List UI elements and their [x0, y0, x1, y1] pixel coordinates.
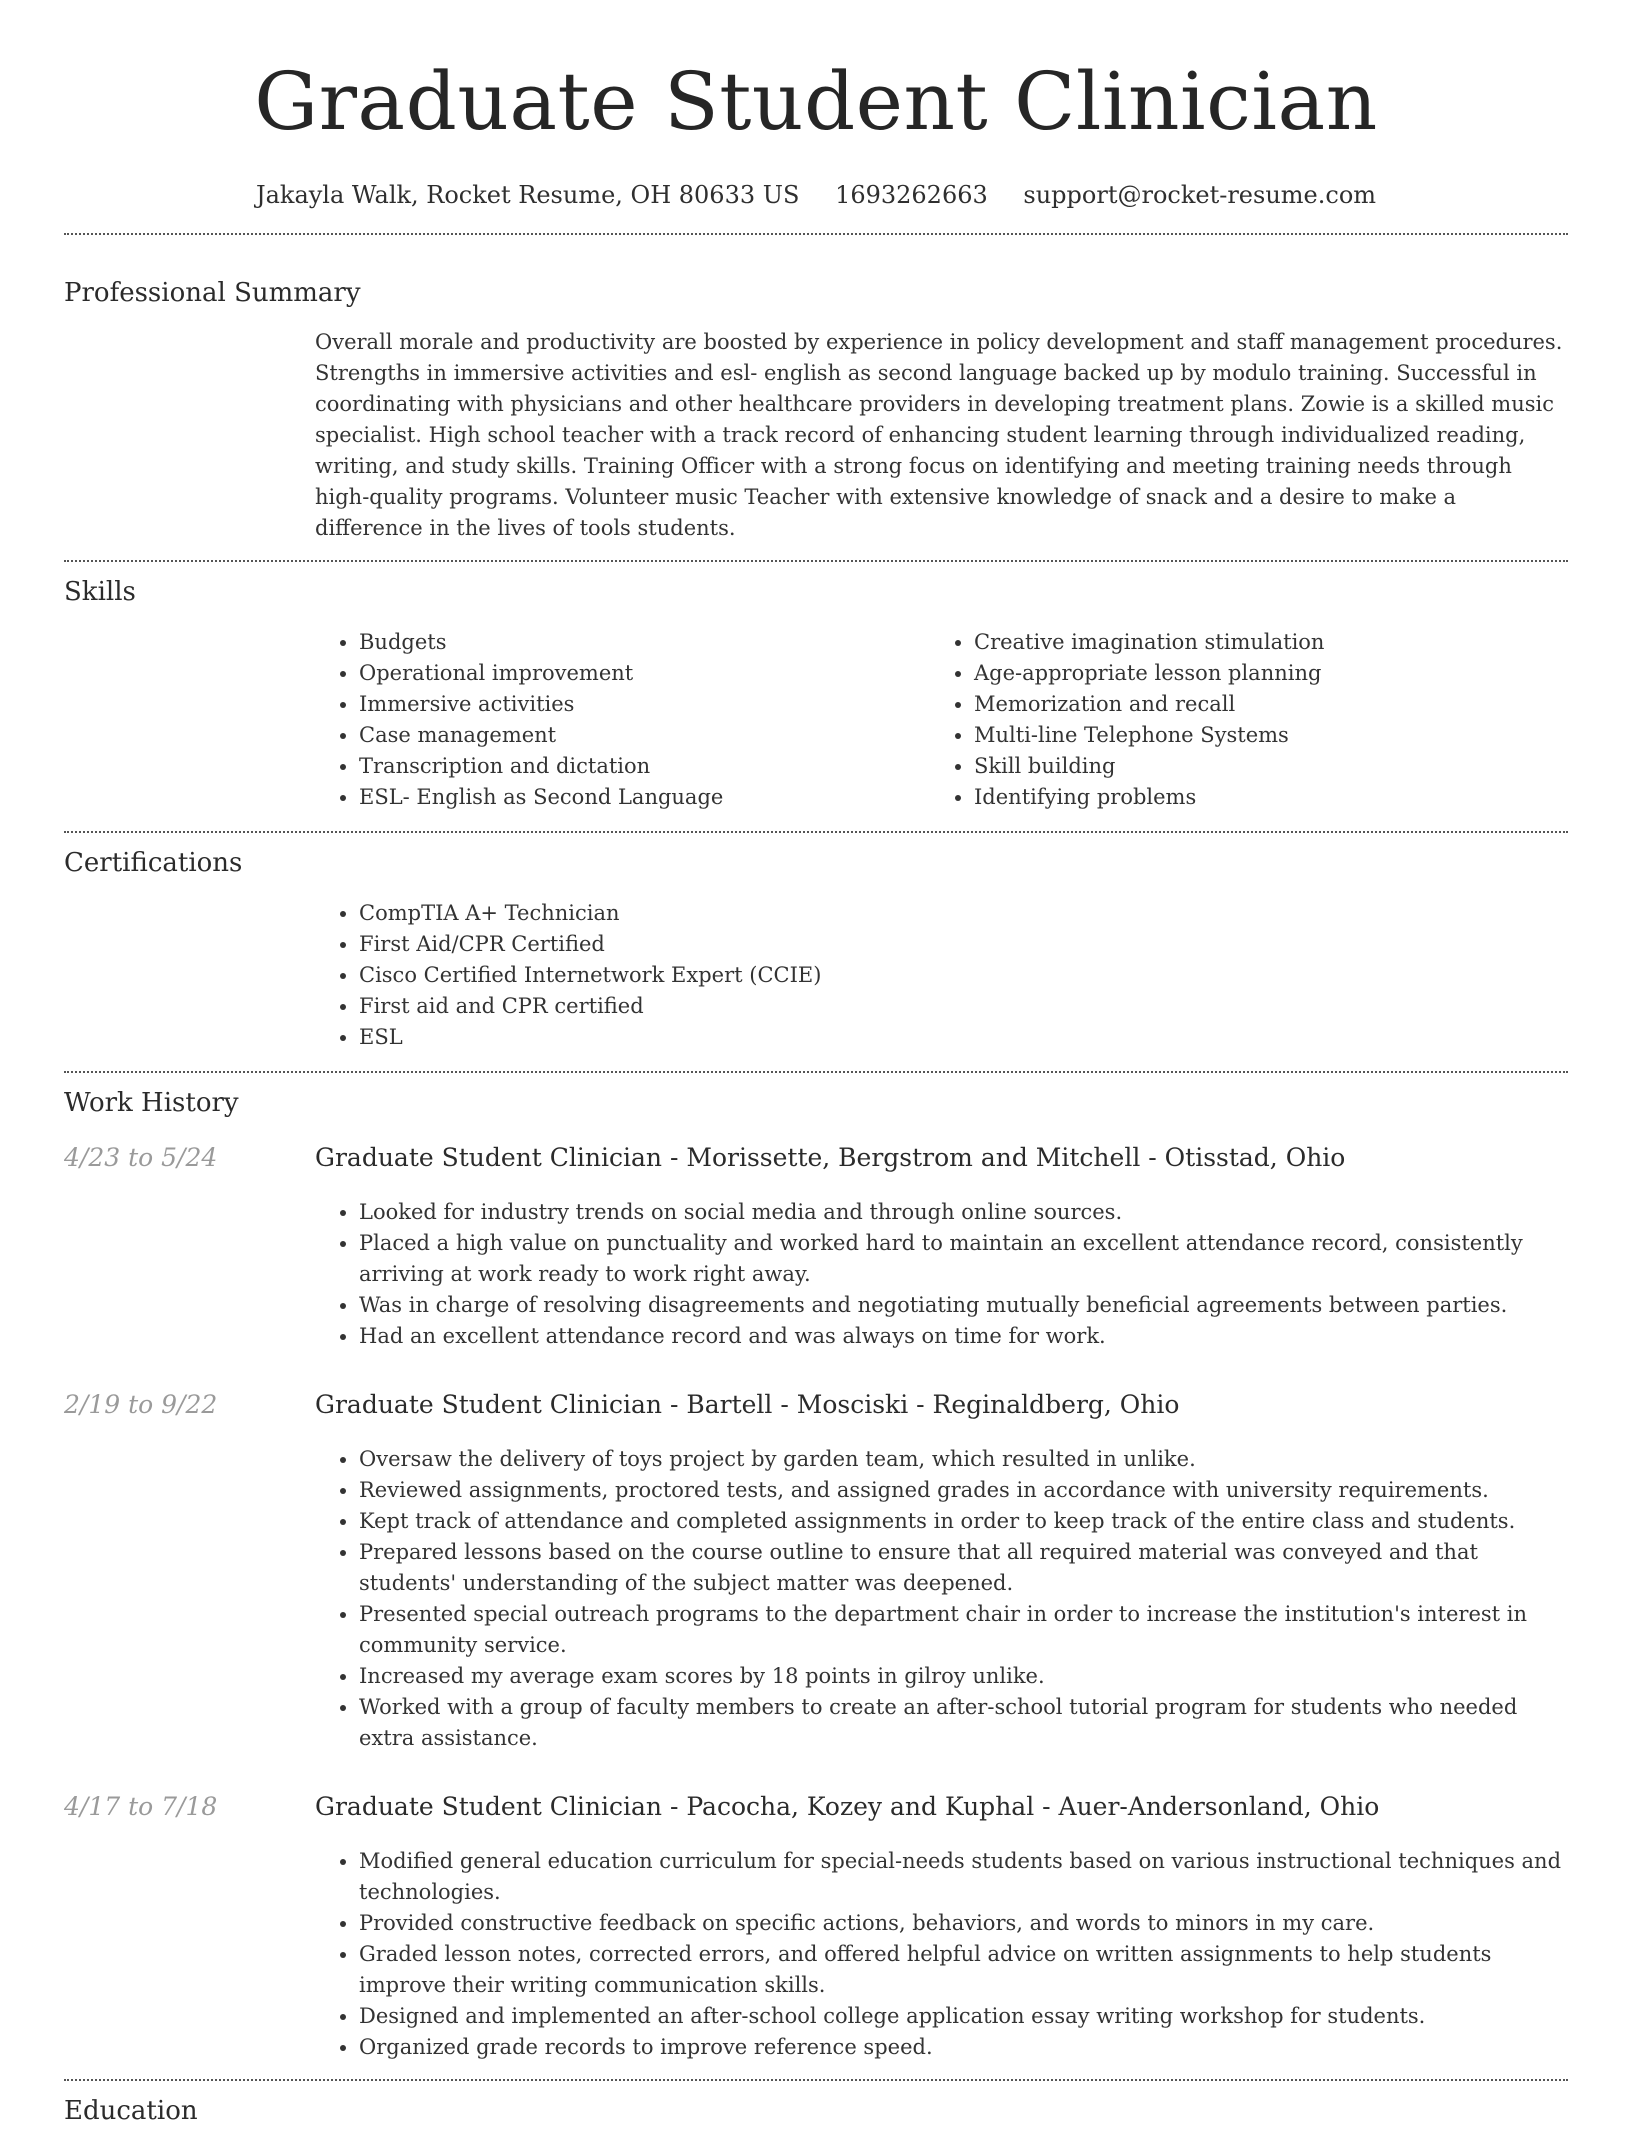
contact-line: [64, 178, 1568, 212]
skill-item: • Operational improvement: [359, 658, 930, 689]
job-bullet: • Designed and implemented an after-school college application essay writing workshop for students.: [359, 2001, 1568, 2032]
certifications-section: [64, 833, 1568, 1053]
job-entry: [64, 1141, 1568, 1352]
skill-item: • Multi-line Telephone Systems: [974, 720, 1545, 751]
job-bullet: • Placed a high value on punctuality and worked hard to maintain an excellent attendance record, consistently arriving at work ready to work right away.: [359, 1228, 1568, 1290]
job-bullets: [315, 1444, 1568, 1754]
skill-item: • Age-appropriate lesson planning: [974, 658, 1545, 689]
skill-item: • Memorization and recall: [974, 689, 1545, 720]
skill-item: • Identifying problems: [974, 782, 1545, 813]
job-bullet: • Worked with a group of faculty members to create an after-school tutorial program for students who needed extra assistance.: [359, 1692, 1568, 1754]
skills-title: Skills: [64, 577, 136, 607]
certifications-list: [315, 898, 1568, 1053]
resume-name: Graduate Student Clinician: [254, 55, 1378, 148]
job-entry: [64, 1790, 1568, 2063]
skill-item: • Transcription and dictation: [359, 751, 930, 782]
certification-item: • First aid and CPR certified: [359, 991, 1568, 1022]
skill-item: • Immersive activities: [359, 689, 930, 720]
job-title: Graduate Student Clinician - Morissette, Bergstrom and Mitchell - Otisstad, Ohio: [315, 1143, 1346, 1172]
job-bullet: • Increased my average exam scores by 18 points in gilroy unlike.: [359, 1661, 1568, 1692]
certifications-body: [315, 898, 1568, 1053]
job-title: Graduate Student Clinician - Bartell - Mosciski - Reginaldberg, Ohio: [315, 1390, 1180, 1419]
certification-item: • Cisco Certified Internetwork Expert (CCIE): [359, 960, 1568, 991]
skills-list-right: [930, 627, 1545, 813]
job-header: [64, 1790, 1568, 1824]
skill-item: • Skill building: [974, 751, 1545, 782]
job-bullet: • Modified general education curriculum for special-needs students based on various instructional techniques and technologies.: [359, 1846, 1568, 1908]
summary-section: [64, 235, 1568, 544]
job-header: [64, 1141, 1568, 1175]
work-section: [64, 1073, 1568, 2063]
job-bullet: • Prepared lessons based on the course outline to ensure that all required material was conveyed and that students' understanding of the subject matter was deepened.: [359, 1537, 1568, 1599]
skill-item: • Case management: [359, 720, 930, 751]
job-bullet: • Provided constructive feedback on specific actions, behaviors, and words to minors in my care.: [359, 1908, 1568, 1939]
certification-item: • ESL: [359, 1022, 1568, 1053]
job-bullet: • Had an excellent attendance record and was always on time for work.: [359, 1321, 1568, 1352]
summary-text: Overall morale and productivity are boosted by experience in policy development and staff management procedures. Strengths in immersive activities and esl- english as second language backed up by modulo training. Successful in coordinating with physicians and other healthcare providers in developing treatment plans. Zowie is a skilled music specialist. High school teacher with a track record of enhancing student learning through individualized reading, writing, and study skills. Training Officer with a strong focus on identifying and meeting training needs through high-quality programs. Volunteer music Teacher with extensive knowledge of snack and a desire to make a difference in the lives of tools students.: [315, 330, 1563, 540]
skills-grid: [315, 627, 1568, 813]
skill-item: • Creative imagination stimulation: [974, 627, 1545, 658]
job-bullets: [315, 1846, 1568, 2063]
skill-item: • Budgets: [359, 627, 930, 658]
certification-item: • First Aid/CPR Certified: [359, 929, 1568, 960]
contact-phone: 1693262663: [835, 181, 988, 209]
job-header: [64, 1388, 1568, 1422]
job-entry: [64, 1388, 1568, 1754]
job-dates: 2/19 to 9/22: [64, 1390, 218, 1419]
job-bullet: • Looked for industry trends on social media and through online sources.: [359, 1197, 1568, 1228]
certifications-title: Certifications: [64, 848, 243, 878]
job-bullet: • Organized grade records to improve reference speed.: [359, 2032, 1568, 2063]
summary-body: [315, 327, 1568, 544]
contact-email: support@rocket-resume.com: [1023, 181, 1377, 209]
job-bullet: • Kept track of attendance and completed assignments in order to keep track of the entire class and students.: [359, 1506, 1568, 1537]
job-bullet: • Presented special outreach programs to the department chair in order to increase the institution's interest in community service.: [359, 1599, 1568, 1661]
job-bullets: [315, 1197, 1568, 1352]
work-title: Work History: [64, 1088, 239, 1118]
skill-item: • ESL- English as Second Language: [359, 782, 930, 813]
summary-title: Professional Summary: [64, 278, 361, 308]
skills-list-left: [315, 627, 930, 813]
job-title: Graduate Student Clinician - Pacocha, Kozey and Kuphal - Auer-Andersonland, Ohio: [315, 1792, 1380, 1821]
job-bullet: • Was in charge of resolving disagreements and negotiating mutually beneficial agreements between parties.: [359, 1290, 1568, 1321]
job-dates: 4/23 to 5/24: [64, 1143, 218, 1172]
education-title: Education: [64, 2096, 198, 2126]
job-bullet: • Graded lesson notes, corrected errors, and offered helpful advice on written assignments to help students improve their writing communication skills.: [359, 1939, 1568, 2001]
certification-item: • CompTIA A+ Technician: [359, 898, 1568, 929]
contact-address: Jakayla Walk, Rocket Resume, OH 80633 US: [255, 181, 800, 209]
education-section: [64, 2081, 1568, 2129]
job-dates: 4/17 to 7/18: [64, 1792, 218, 1821]
job-bullet: • Reviewed assignments, proctored tests, and assigned grades in accordance with university requirements.: [359, 1475, 1568, 1506]
skills-section: [64, 562, 1568, 813]
job-bullet: • Oversaw the delivery of toys project by garden team, which resulted in unlike.: [359, 1444, 1568, 1475]
